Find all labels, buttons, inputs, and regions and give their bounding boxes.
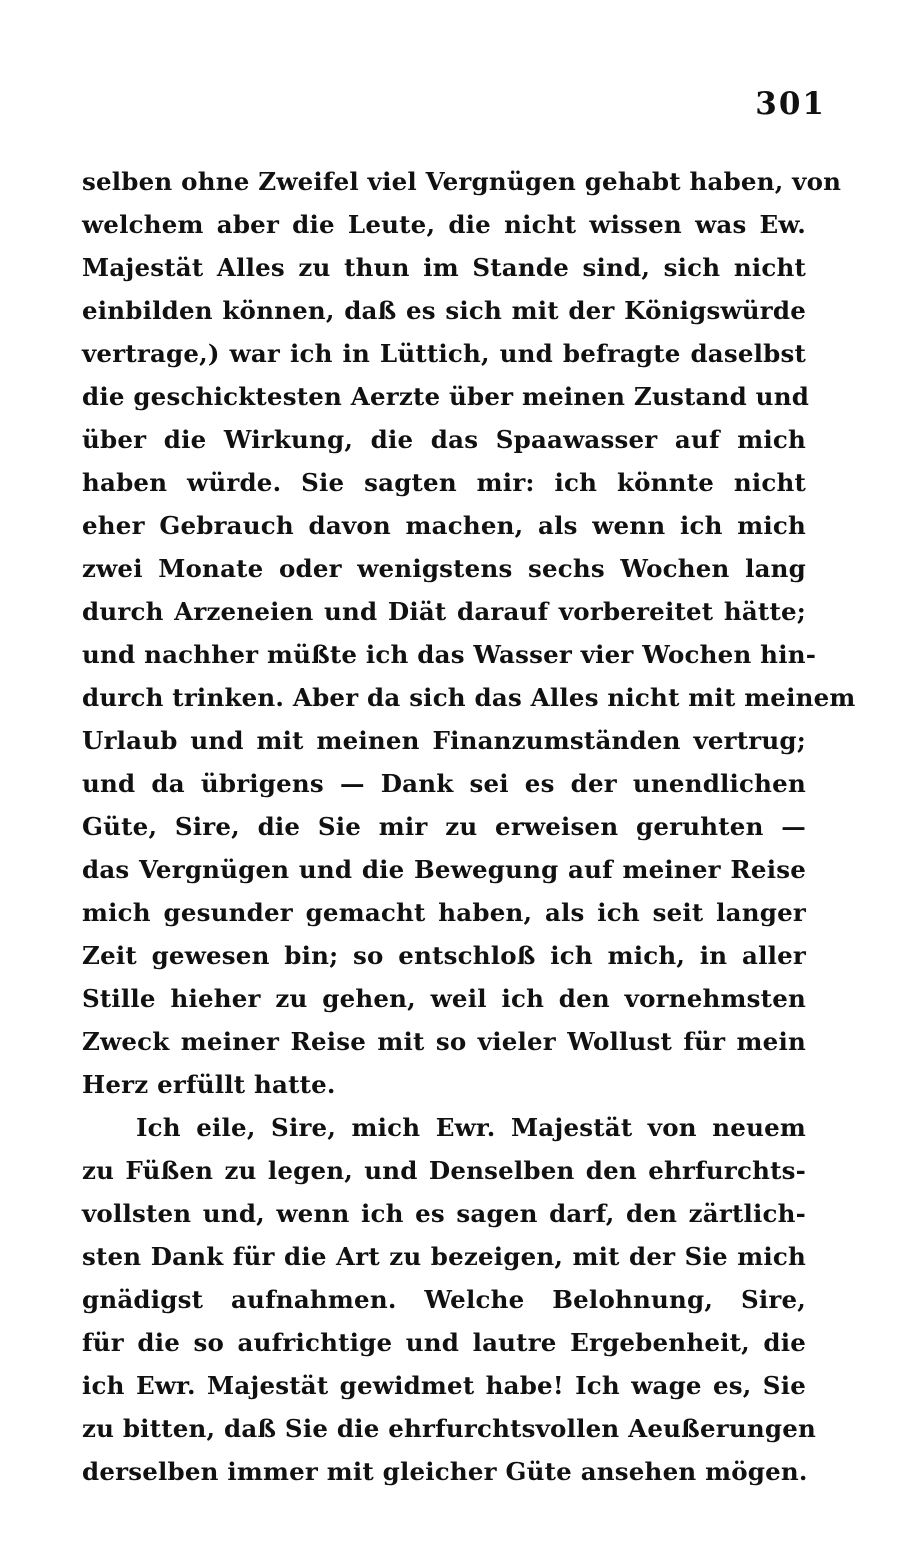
text-line: vollsten und, wenn ich es sagen darf, den zärtlich- — [82, 1199, 806, 1228]
text-line: vertrage,) war ich in Lüttich, und befragte daselbst — [82, 339, 806, 368]
text-line: Güte, Sire, die Sie mir zu erweisen geruhten — — [82, 812, 806, 841]
text-line: durch Arzeneien und Diät darauf vorbereitet hätte; — [82, 597, 806, 626]
body-text — [82, 160, 856, 1493]
text-line: einbilden können, daß es sich mit der Königswürde — [82, 296, 806, 325]
text-line: Urlaub und mit meinen Finanzumständen vertrug; — [82, 726, 806, 755]
text-line: selben ohne Zweifel viel Vergnügen gehabt haben, von — [82, 167, 842, 196]
text-line: für die so aufrichtige und lautre Ergebenheit, die — [82, 1328, 806, 1357]
text-line: durch trinken. Aber da sich das Alles nicht mit meinem — [82, 683, 856, 712]
text-line: eher Gebrauch davon machen, als wenn ich mich — [82, 511, 806, 540]
text-line: über die Wirkung, die das Spaawasser auf mich — [82, 425, 806, 454]
text-line: ich Ewr. Majestät gewidmet habe! Ich wage es, Sie — [82, 1371, 806, 1400]
text-line: zu bitten, daß Sie die ehrfurchtsvollen Aeußerungen — [82, 1414, 817, 1443]
text-line: zu Füßen zu legen, und Denselben den ehrfurchts- — [82, 1156, 806, 1185]
text-line: die geschicktesten Aerzte über meinen Zustand und — [82, 382, 810, 411]
text-line: Stille hieher zu gehen, weil ich den vornehmsten — [82, 984, 806, 1013]
text-line: Herz erfüllt hatte. — [82, 1070, 336, 1099]
text-line: haben würde. Sie sagten mir: ich könnte nicht — [82, 468, 806, 497]
text-line: gnädigst aufnahmen. Welche Belohnung, Sire, — [82, 1285, 806, 1314]
text-line: Ich eile, Sire, mich Ewr. Majestät von neuem — [136, 1113, 806, 1142]
text-line: und da übrigens — Dank sei es der unendlichen — [82, 769, 806, 798]
page-number: 301 — [755, 86, 826, 122]
text-line: welchem aber die Leute, die nicht wissen was Ew. — [82, 210, 806, 239]
text-line: Zweck meiner Reise mit so vieler Wollust für mein — [82, 1027, 806, 1056]
text-line: zwei Monate oder wenigstens sechs Wochen lang — [82, 554, 806, 583]
text-line: das Vergnügen und die Bewegung auf meiner Reise — [82, 855, 806, 884]
text-line: derselben immer mit gleicher Güte ansehen mögen. — [82, 1457, 808, 1486]
text-line: Majestät Alles zu thun im Stande sind, sich nicht — [82, 253, 806, 282]
text-line: sten Dank für die Art zu bezeigen, mit der Sie mich — [82, 1242, 806, 1271]
text-line: Zeit gewesen bin; so entschloß ich mich, in aller — [82, 941, 806, 970]
text-line: mich gesunder gemacht haben, als ich seit langer — [82, 898, 806, 927]
text-line: und nachher müßte ich das Wasser vier Wochen hin- — [82, 640, 817, 669]
